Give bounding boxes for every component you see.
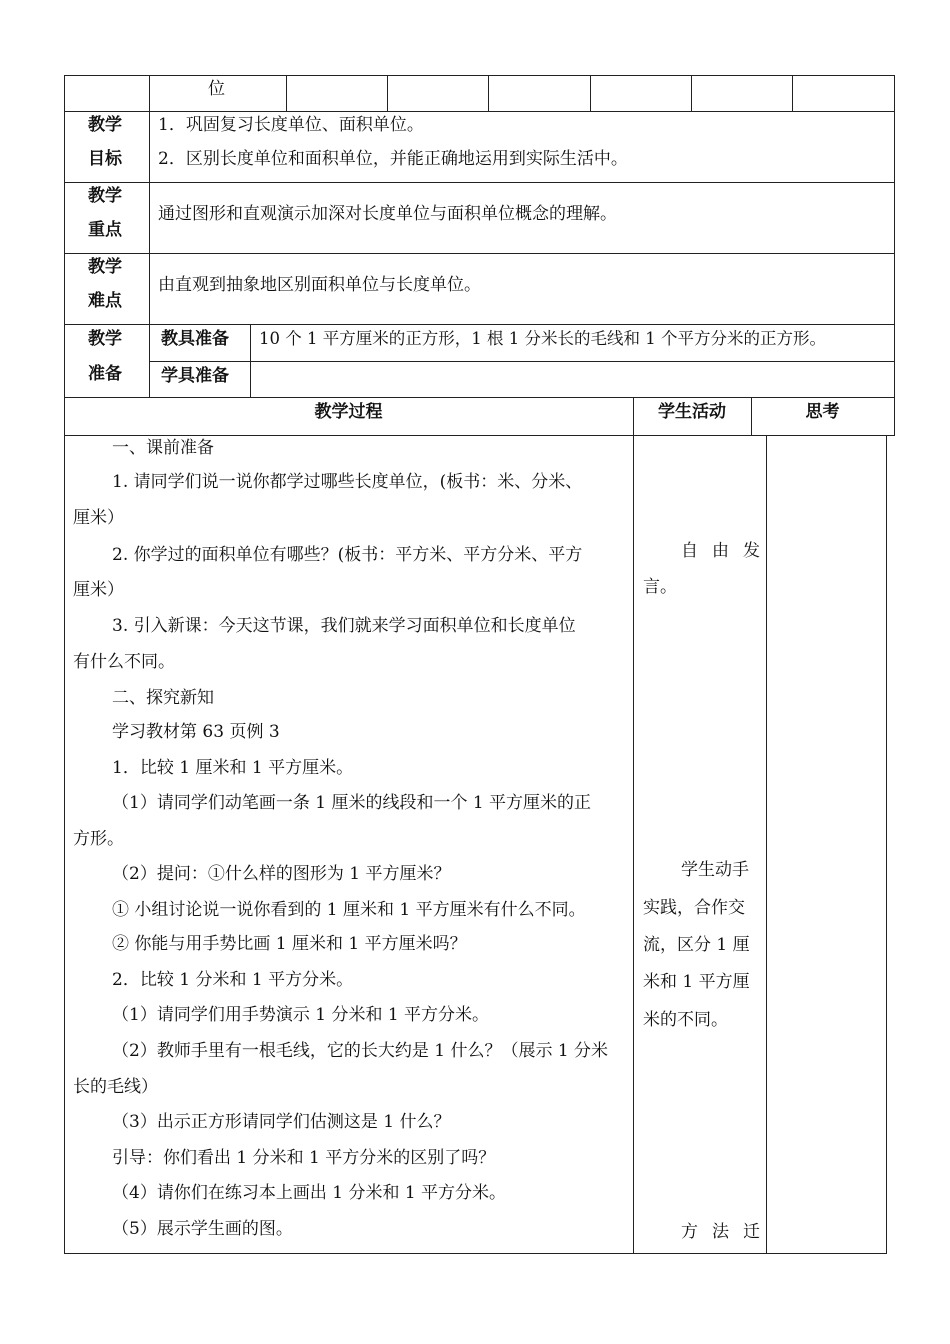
process-line-13: （2）提问：①什么样的图形为 1 平方厘米？ (112, 864, 451, 884)
rule-3 (64, 253, 895, 254)
process-line-23: （5）展示学生画的图。 (112, 1219, 293, 1239)
activity-line-2: 言。 (643, 577, 677, 597)
process-line-8: 二、探究新知 (112, 688, 214, 708)
preparation-label-line1: 教学 (88, 329, 122, 349)
rule-7 (64, 435, 895, 436)
rule-right-lower (886, 435, 887, 1254)
process-line-14: ① 小组讨论说一说你看到的 1 厘米和 1 平方厘米有什么不同。 (112, 900, 586, 920)
process-line-3: 厘米） (73, 508, 124, 528)
objective-item-2: 2．区别长度单位和面积单位，并能正确地运用到实际生活中。 (158, 149, 628, 169)
process-line-20: （3）出示正方形请同学们估测这是 1 什么？ (112, 1112, 451, 1132)
objective-item-1: 1．巩固复习长度单位、面积单位。 (158, 115, 424, 135)
process-header-reflection: 思考 (805, 402, 840, 422)
teacher-prep-text: 10 个 1 平方厘米的正方形，1 根 1 分米长的毛线和 1 个平方分米的正方形。 (259, 329, 826, 348)
col-top-1 (149, 75, 150, 325)
difficulties-label-line1: 教学 (88, 257, 122, 277)
process-line-6: 3. 引入新课：今天这节课，我们就来学习面积单位和长度单位 (112, 616, 576, 636)
process-line-16: 2．比较 1 分米和 1 平方分米。 (112, 970, 354, 990)
process-header-activity: 学生活动 (658, 402, 726, 422)
difficulties-label-line2: 难点 (88, 291, 122, 311)
process-line-12: 方形。 (73, 829, 124, 849)
process-line-19: 长的毛线） (73, 1077, 158, 1097)
col-process (633, 397, 634, 1254)
col-prep-label (149, 324, 150, 398)
activity-line-8: 方法迁 (681, 1222, 774, 1242)
key-points-label-line2: 重点 (88, 220, 122, 240)
teacher-prep-label: 教具准备 (161, 329, 229, 349)
process-line-18: （2）教师手里有一根毛线，它的长大约是 1 什么？（展示 1 分米 (112, 1041, 609, 1061)
rule-4 (64, 324, 895, 325)
process-line-4: 2. 你学过的面积单位有哪些？(板书：平方米、平方分米、平方 (112, 545, 583, 565)
process-header-process: 教学过程 (314, 402, 383, 422)
rule-left (64, 75, 65, 1254)
activity-line-4: 实践，合作交 (643, 898, 745, 918)
rule-right-upper (894, 75, 895, 436)
preparation-label-line2: 准备 (88, 364, 122, 384)
process-line-9: 学习教材第 63 页例 3 (112, 722, 280, 742)
objectives-label-line2: 目标 (88, 149, 122, 169)
col-top-5 (590, 75, 591, 112)
key-points-label-line1: 教学 (88, 186, 122, 206)
activity-line-7: 米的不同。 (643, 1010, 728, 1030)
process-line-7: 有什么不同。 (73, 652, 175, 672)
rule-5 (149, 361, 895, 362)
process-line-5: 厘米） (73, 580, 124, 600)
activity-line-3: 学生动手 (681, 860, 749, 880)
col-top-4 (488, 75, 489, 112)
rule-top (64, 75, 895, 76)
top-row-cell-text: 位 (208, 79, 225, 99)
process-line-15: ② 你能与用手势比画 1 厘米和 1 平方厘米吗？ (112, 934, 467, 954)
rule-bottom (64, 1253, 887, 1254)
key-points-text: 通过图形和直观演示加深对长度单位与面积单位概念的理解。 (158, 204, 617, 224)
rule-1 (64, 111, 895, 112)
col-top-6 (691, 75, 692, 112)
process-line-22: （4）请你们在练习本上画出 1 分米和 1 平方分米。 (112, 1183, 507, 1203)
activity-line-1: 自由发 (681, 541, 774, 561)
col-top-7 (792, 75, 793, 112)
objectives-label-line1: 教学 (88, 115, 122, 135)
process-line-10: 1．比较 1 厘米和 1 平方厘米。 (112, 758, 354, 778)
student-prep-label: 学具准备 (161, 366, 229, 386)
process-line-1: 一、课前准备 (112, 438, 214, 458)
process-line-2: 1. 请同学们说一说你都学过哪些长度单位，(板书：米、分米、 (112, 472, 583, 492)
process-line-17: （1）请同学们用手势演示 1 分米和 1 平方分米。 (112, 1005, 490, 1025)
col-top-2 (286, 75, 287, 112)
rule-2 (64, 182, 895, 183)
col-top-3 (387, 75, 388, 112)
col-prep-sub (250, 324, 251, 398)
process-line-21: 引导：你们看出 1 分米和 1 平方分米的区别了吗？ (112, 1148, 496, 1168)
difficulties-text: 由直观到抽象地区别面积单位与长度单位。 (158, 275, 481, 295)
activity-line-5: 流，区分 1 厘 (643, 935, 750, 955)
rule-6 (64, 397, 895, 398)
activity-line-6: 米和 1 平方厘 (643, 972, 750, 992)
process-line-11: （1）请同学们动笔画一条 1 厘米的线段和一个 1 平方厘米的正 (112, 793, 592, 813)
